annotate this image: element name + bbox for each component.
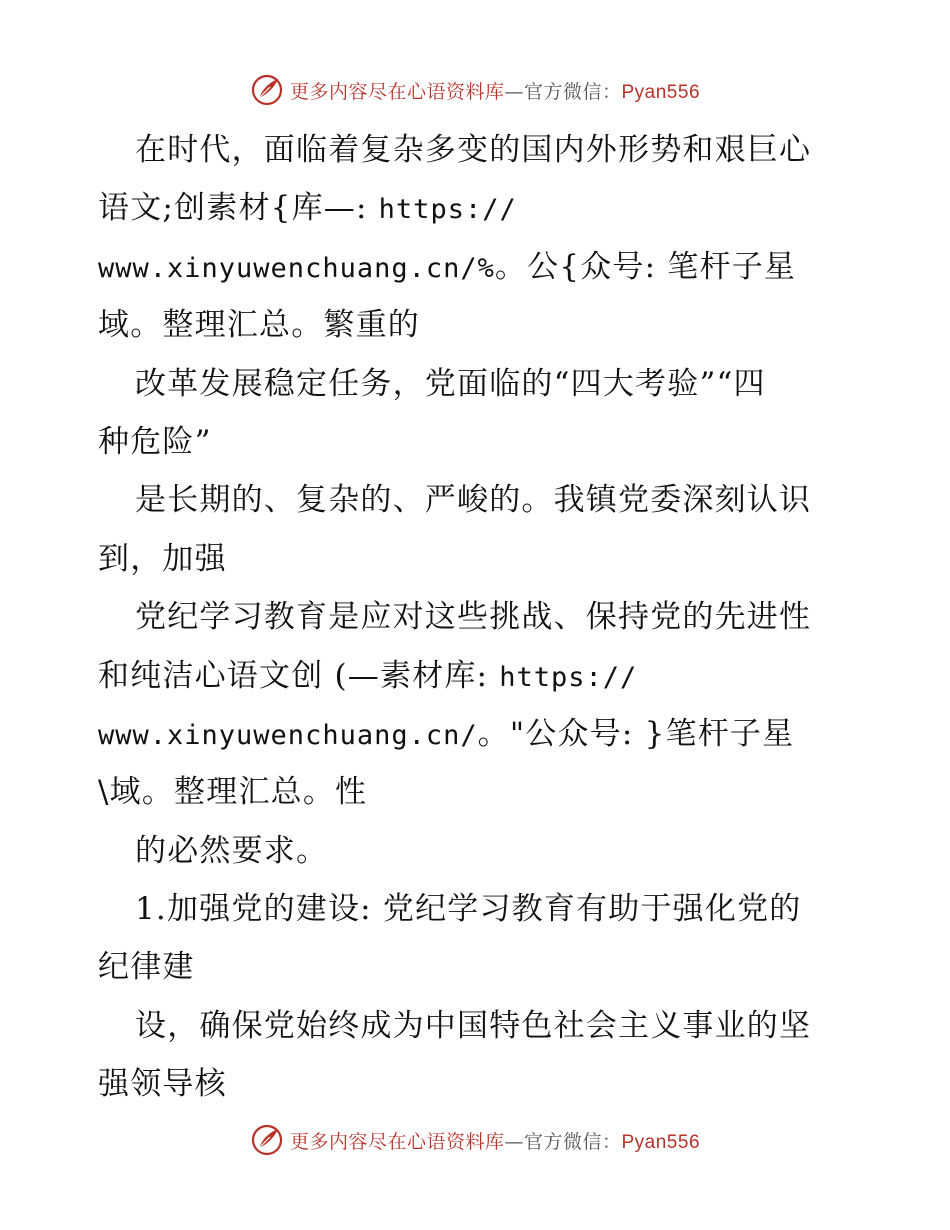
banner-text: [290, 77, 700, 104]
banner-wechat-id: Pyan556: [621, 81, 701, 103]
text-line: 域。整理汇总。繁重的: [98, 307, 420, 344]
text-line: 种危险”: [98, 423, 212, 460]
text-line: \域。整理汇总。性: [98, 774, 368, 811]
text-line: 1.加强党的建设: 党纪学习教育有助于强化党的: [135, 891, 802, 928]
text-line: [98, 179, 858, 237]
banner-wechat-label: 官方微信：: [523, 80, 622, 103]
banner-wechat-label: 官方微信：: [523, 1130, 622, 1153]
feather-pen-logo-icon: [250, 73, 284, 107]
text-line: [98, 238, 858, 296]
text-line: 强领导核: [98, 1066, 227, 1103]
banner-separator: —: [504, 1130, 524, 1153]
document-body: [98, 121, 858, 1114]
text-line: www.xinyuwenchuang.cn/。"公众号: }笔杆子星: [98, 715, 795, 752]
feather-pen-logo-icon: [250, 1123, 284, 1157]
text-line-content: www.xinyuwenchuang.cn/%。公{众号: 笔杆子星: [98, 248, 797, 285]
text-line: 和纯洁心语文创 (—素材库: https://: [98, 657, 638, 694]
text-line: 的必然要求。: [135, 832, 329, 869]
text-line-content: 语文;创素材{库—: https://: [98, 190, 517, 227]
text-line: 设，确保党始终成为中国特色社会主义事业的坚: [135, 1007, 812, 1044]
banner-main-text: 更多内容尽在心语资料库: [289, 80, 505, 103]
text-line: 纪律建: [98, 949, 195, 986]
text-line: 到，加强: [98, 540, 227, 577]
text-line: 在时代，面临着复杂多变的国内外形势和艰巨心: [135, 132, 812, 168]
banner-wechat-id: Pyan556: [621, 1131, 701, 1153]
text-line: 改革发展稳定任务，党面临的“四大考验”“四: [135, 365, 766, 402]
text-line: 党纪学习教育是应对这些挑战、保持党的先进性: [135, 599, 812, 636]
banner-separator: —: [504, 80, 524, 103]
text-line: 是长期的、复杂的、严峻的。我镇党委深刻认识: [135, 482, 812, 519]
footer-banner: [0, 1120, 950, 1160]
banner-text: [290, 1127, 700, 1154]
banner-main-text: 更多内容尽在心语资料库: [289, 1130, 505, 1153]
header-banner: [0, 70, 950, 110]
